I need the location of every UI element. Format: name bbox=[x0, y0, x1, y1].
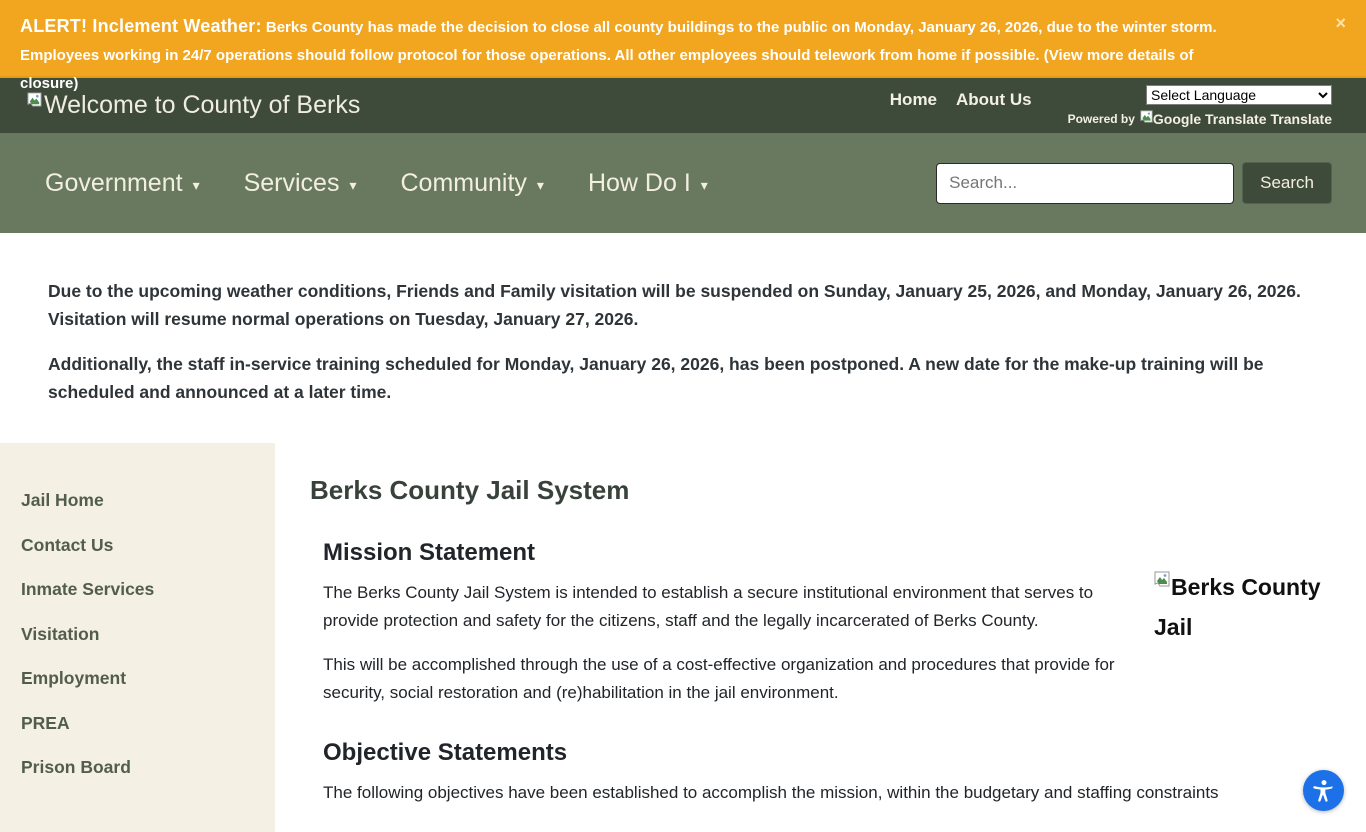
accessibility-widget-button[interactable] bbox=[1303, 770, 1344, 811]
objectives-paragraph-1: The following objectives have been established to accomplish the mission, within the budgetary and staffing constraints bbox=[323, 783, 1219, 802]
site-logo-alt-text: Welcome to County of Berks bbox=[44, 91, 361, 119]
sidebar-item-prea[interactable]: PREA bbox=[21, 712, 70, 733]
sidebar-item-inmate-services[interactable]: Inmate Services bbox=[21, 579, 155, 599]
search-button[interactable]: Search bbox=[1242, 162, 1332, 204]
accessibility-icon bbox=[1311, 778, 1337, 804]
notice-paragraph-1: Due to the upcoming weather conditions, Friends and Family visitation will be suspended on Sunday, January 25, 2026, and Monday, January 26, 2026. Visitation will resume normal operations on Tuesday, January 27, 2026. bbox=[48, 281, 1301, 329]
nav-item-community[interactable]: Community ▾ bbox=[400, 168, 544, 197]
close-icon[interactable]: × bbox=[1335, 13, 1346, 33]
google-translate-attribution bbox=[1068, 110, 1332, 128]
google-translate-img-alt: Google Translate bbox=[1152, 111, 1267, 127]
language-select[interactable] bbox=[1146, 85, 1332, 105]
sidebar-item-employment[interactable]: Employment bbox=[21, 668, 127, 688]
chevron-down-icon: ▾ bbox=[536, 176, 544, 193]
header-link-home[interactable]: Home bbox=[889, 90, 938, 109]
mission-paragraph-1: The Berks County Jail System is intended to establish a secure institutional environment that serves to provide protection and safety for the citizens, staff and the legally incarcerated of Berks County. bbox=[323, 583, 1094, 630]
mission-statement-heading: Mission Statement bbox=[323, 539, 536, 566]
page-title: Berks County Jail System bbox=[310, 475, 630, 505]
notice-paragraph-2: Additionally, the staff in-service training scheduled for Monday, January 26, 2026, has been postponed. A new date for the make-up training will be scheduled and announced at a later time. bbox=[48, 354, 1264, 402]
alert-bold-text: close all county buildings to the public on Monday, January 26, 2026, bbox=[550, 19, 1043, 36]
chevron-down-icon: ▾ bbox=[192, 176, 200, 193]
nav-item-government[interactable]: Government ▾ bbox=[45, 168, 200, 197]
weather-alert-banner bbox=[0, 0, 1366, 92]
chevron-down-icon: ▾ bbox=[349, 176, 357, 193]
broken-image-icon bbox=[1140, 110, 1153, 128]
jail-image-broken bbox=[1154, 567, 1346, 647]
visitation-notice bbox=[0, 233, 1366, 443]
broken-image-icon bbox=[1154, 559, 1170, 599]
chevron-down-icon: ▾ bbox=[700, 176, 708, 193]
objective-statements-heading: Objective Statements bbox=[323, 739, 568, 766]
nav-item-how-do-i[interactable]: How Do I ▾ bbox=[587, 168, 708, 197]
sidebar-item-visitation[interactable]: Visitation bbox=[21, 623, 100, 644]
alert-details-link[interactable]: (View more details of closure) bbox=[20, 47, 1194, 92]
site-header bbox=[0, 78, 1366, 133]
jail-image-alt-text: Berks County Jail bbox=[1154, 574, 1321, 640]
jail-sidebar bbox=[0, 443, 275, 832]
mission-paragraph-2: This will be accomplished through the use of a cost-effective organization and procedures that provide for security, social restoration and (re)habilitation in the jail environment. bbox=[323, 655, 1115, 702]
alert-text-1: Berks County has made the decision to bbox=[265, 19, 547, 36]
main-content bbox=[275, 443, 1366, 832]
alert-prefix: ALERT! Inclement Weather: bbox=[20, 16, 262, 36]
main-navigation bbox=[0, 133, 1366, 233]
sidebar-item-prison-board[interactable]: Prison Board bbox=[21, 757, 131, 777]
translate-label: Translate bbox=[1270, 111, 1332, 127]
nav-item-services[interactable]: Services ▾ bbox=[243, 168, 357, 197]
alert-text-2: due to the winter storm. Employees working in 24/7 operations should follow protocol for those operations. All other employees should telework from home if possible. bbox=[20, 19, 1217, 64]
powered-by-label: Powered by bbox=[1067, 112, 1135, 126]
header-link-about-us[interactable]: About Us bbox=[956, 90, 1032, 109]
sidebar-item-jail-home[interactable]: Jail Home bbox=[21, 490, 104, 510]
sidebar-item-contact-us[interactable]: Contact Us bbox=[21, 534, 114, 555]
search-input[interactable] bbox=[936, 163, 1234, 204]
